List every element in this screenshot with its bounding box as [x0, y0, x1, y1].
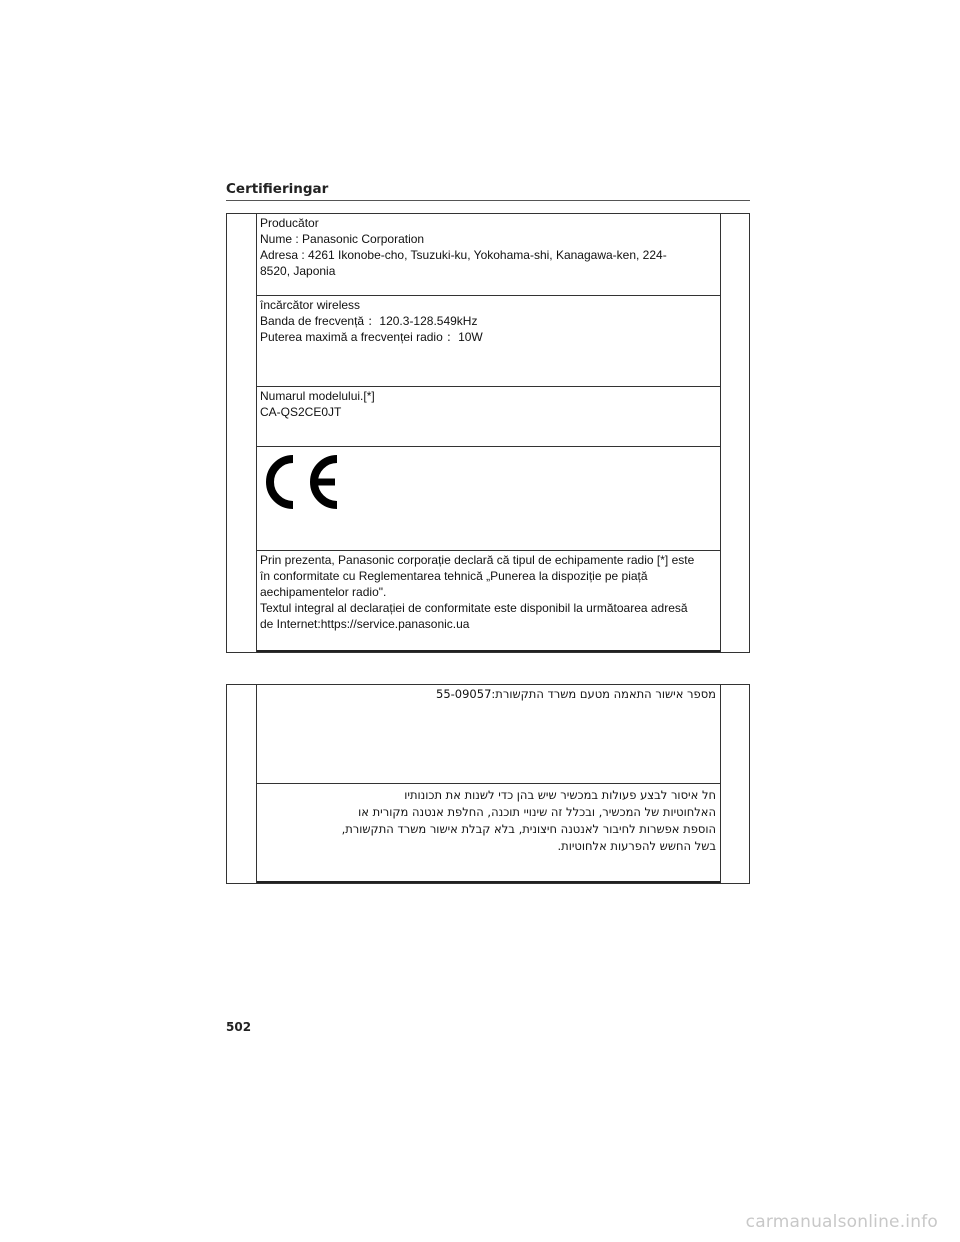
- declaration-line1: Prin prezenta, Panasonic corporație declară că tipul de echipamente radio [*] este: [260, 553, 695, 567]
- manufacturer-name: Nume : Panasonic Corporation: [260, 232, 425, 246]
- table-left-margin: [227, 685, 257, 883]
- section-header: [226, 180, 750, 201]
- charger-frequency-band: Banda de frecvență ：120.3-128.549kHz: [260, 314, 478, 328]
- charger-cell: [257, 296, 720, 387]
- hebrew-certification-table: [226, 684, 750, 884]
- warning-line1: חל איסור לבצע פעולות במכשיר שיש בהן כדי לשנות את תכונותיו: [404, 788, 716, 802]
- charger-heading: încărcător wireless: [260, 298, 361, 312]
- manufacturer-cell: [257, 214, 720, 296]
- ce-mark-icon: [263, 453, 345, 511]
- declaration-cell: [257, 551, 720, 652]
- watermark: carmanualsonline.info: [745, 1212, 938, 1232]
- page-number: 502: [226, 1020, 252, 1034]
- table-body: [257, 685, 720, 883]
- declaration-line3: aechipamentelor radio".: [260, 585, 387, 599]
- table-left-margin: [227, 214, 257, 652]
- table-body: [257, 214, 720, 652]
- romanian-certification-table: [226, 213, 750, 653]
- approval-number: מספר אישור התאמה מטעם משרד התקשורת:55-09057: [436, 687, 716, 701]
- warning-line3: הוספת אפשרות לחיבור לאנטנה חיצונית, בלא קבלת אישור משרד התקשורת,: [341, 822, 716, 836]
- model-heading: Numarul modelului.[*]: [260, 389, 375, 403]
- manufacturer-address-line2: 8520, Japonia: [260, 264, 336, 278]
- warning-line4: בשל החשש להפרעות אלחוטיות.: [557, 839, 716, 853]
- charger-max-power: Puterea maximă a frecvenței radio ：10W: [260, 330, 483, 344]
- section-title: Certifieringar: [226, 181, 329, 197]
- approval-cell: [257, 685, 720, 784]
- declaration-line5: de Internet:https://service.panasonic.ua: [260, 617, 470, 631]
- declaration-line2: în conformitate cu Reglementarea tehnică „Punerea la dispoziție pe piață: [260, 569, 648, 583]
- model-number: CA-QS2CE0JT: [260, 405, 342, 419]
- warning-line2: האלחוטיות של המכשיר, ובכלל זה שינויי תוכנה, החלפת אנטנה מקורית או: [358, 805, 716, 819]
- table-right-margin: [720, 214, 749, 652]
- declaration-line4: Textul integral al declarației de conformitate este disponibil la următoarea adresă: [260, 601, 688, 615]
- ce-mark-cell: [257, 447, 720, 551]
- model-cell: [257, 387, 720, 447]
- manufacturer-heading: Producător: [260, 216, 319, 230]
- warning-cell: [257, 784, 720, 883]
- manufacturer-address-line1: Adresa : 4261 Ikonobe-cho, Tsuzuki-ku, Yokohama-shi, Kanagawa-ken, 224-: [260, 248, 667, 262]
- table-right-margin: [720, 685, 749, 883]
